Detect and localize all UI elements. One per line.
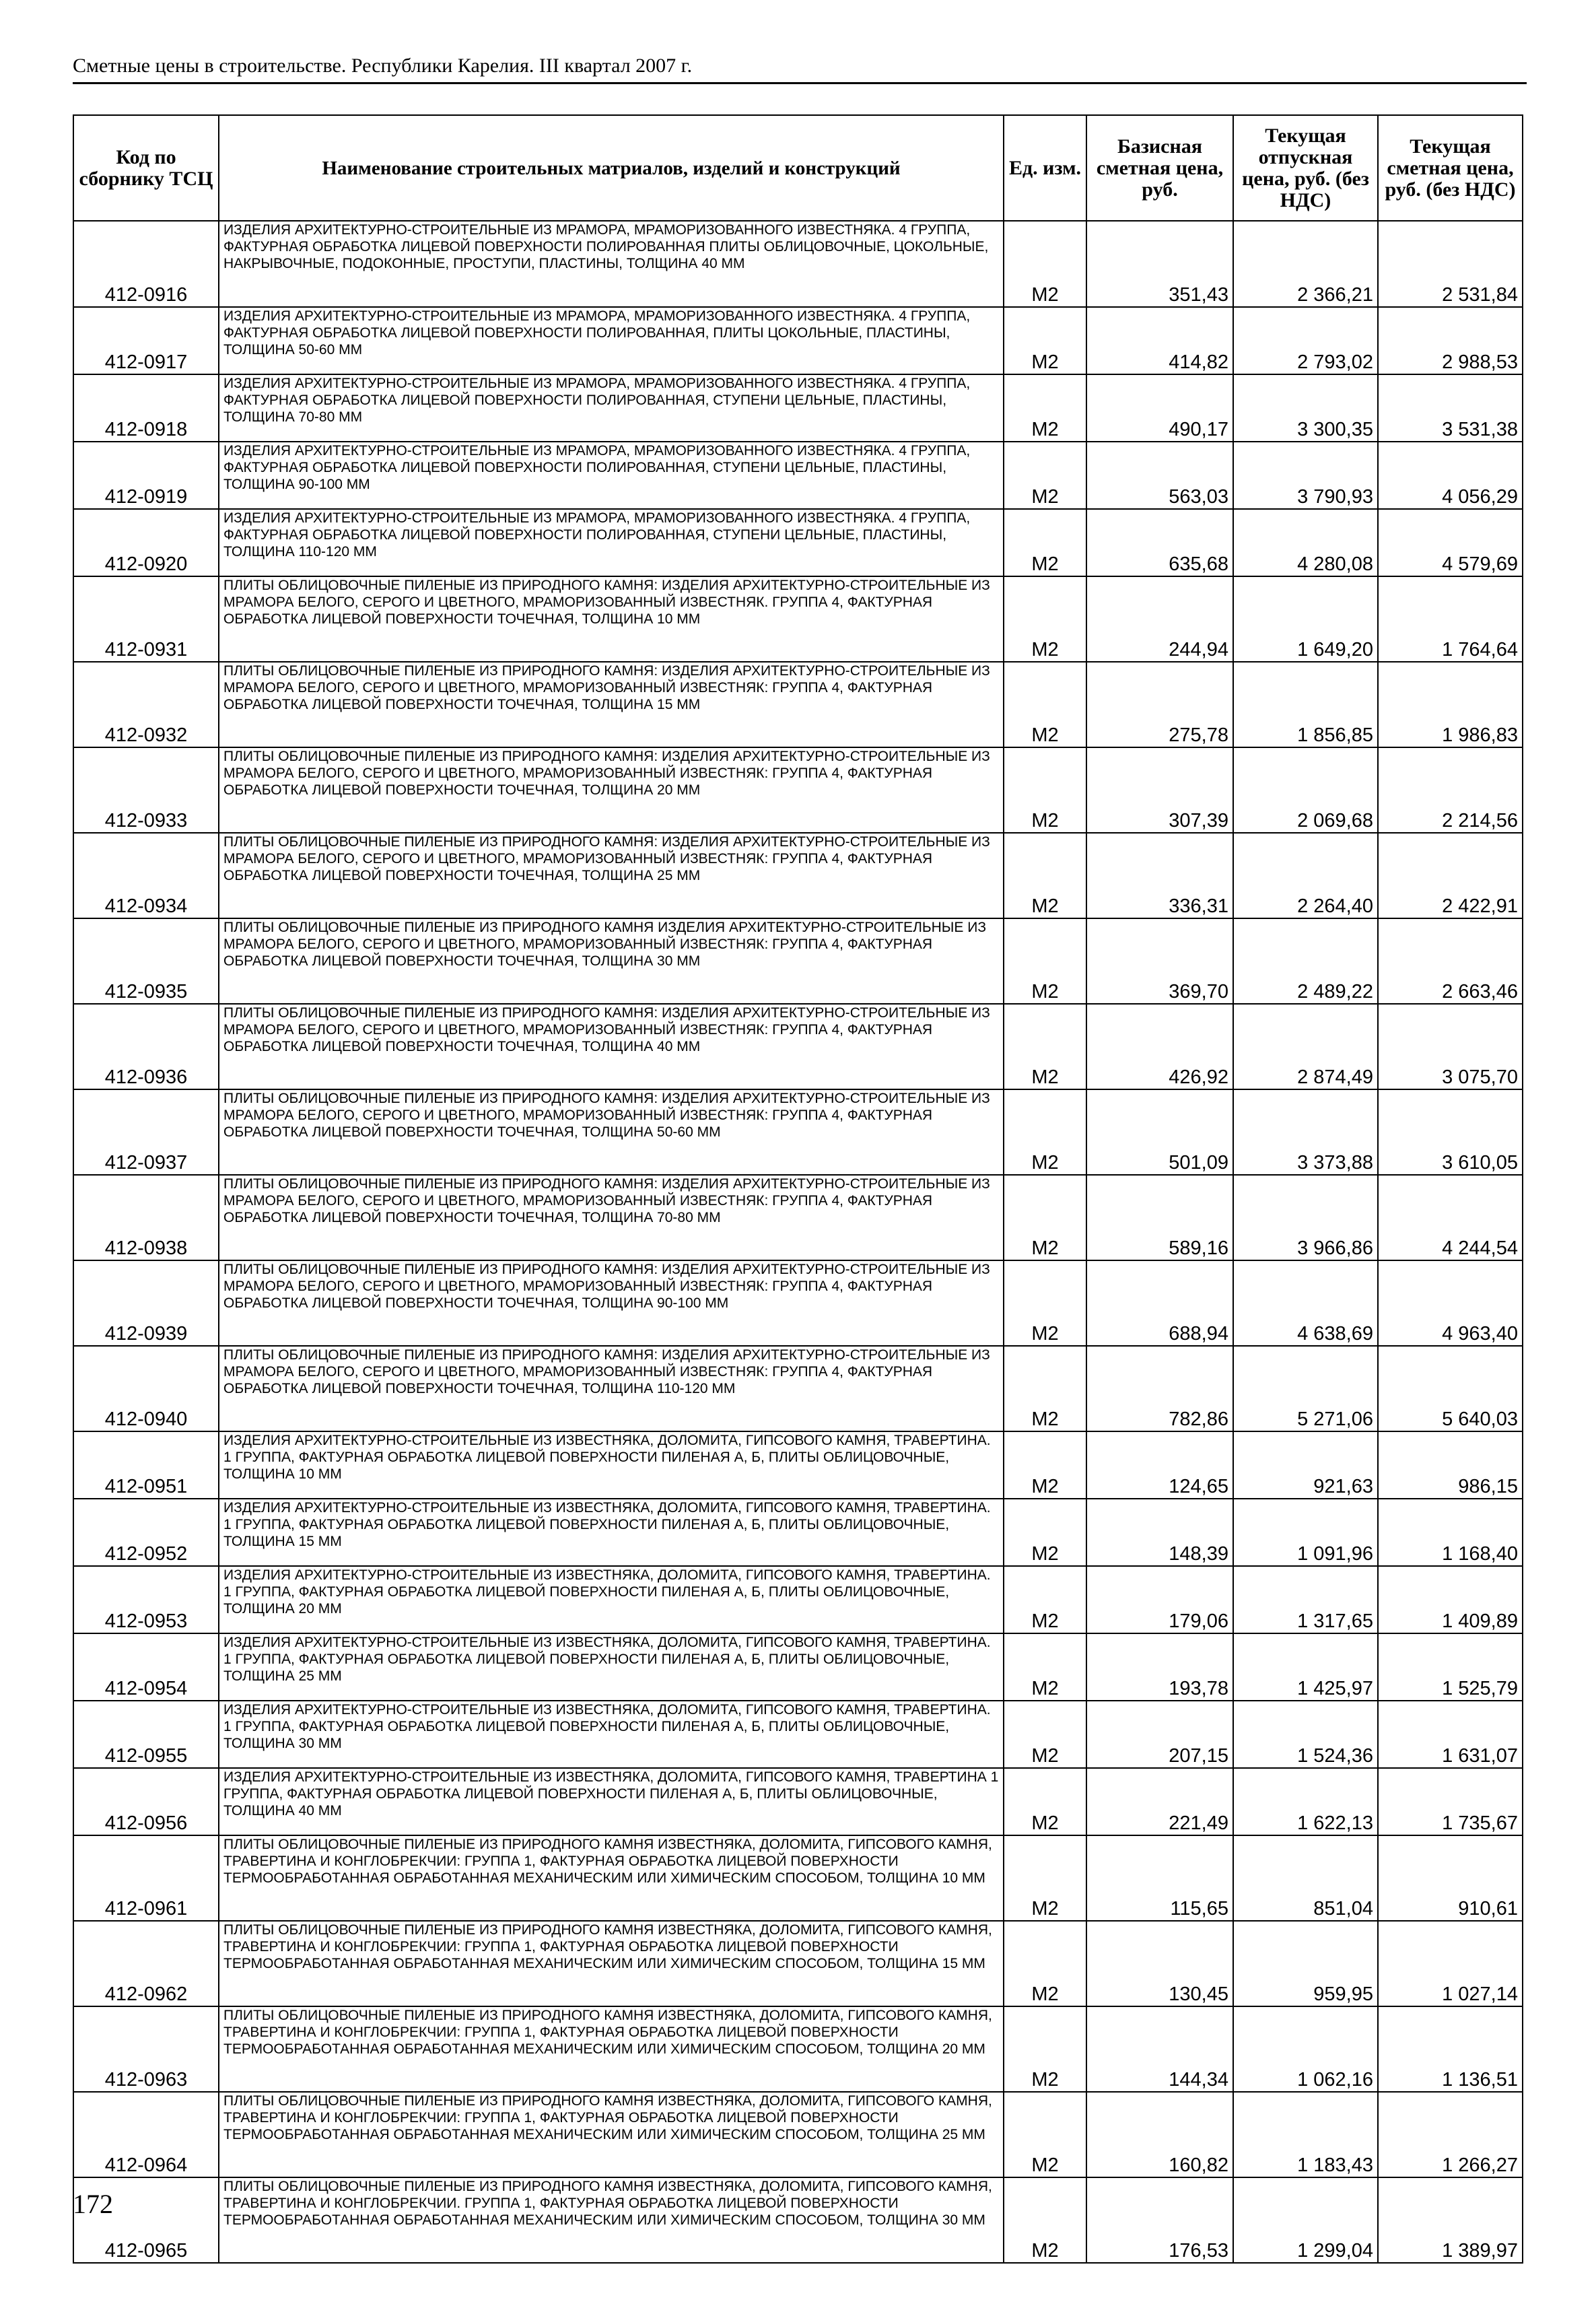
cell-current-release-price: 2 069,68 (1233, 747, 1378, 833)
cell-name: ПЛИТЫ ОБЛИЦОВОЧНЫЕ ПИЛЕНЫЕ ИЗ ПРИРОДНОГО КАМНЯ ИЗВЕСТНЯКА, ДОЛОМИТА, ГИПСОВОГО КАМНЯ, ТРАВЕРТИНА И КОНГЛОБРЕКЧИИ: ГРУППА 1, ФАКТУРНАЯ ОБРАБОТКА ЛИЦЕВОЙ ПОВЕРХНОСТИ ТЕРМООБРАБОТАННАЯ ОБРАБОТАННАЯ МЕХАНИЧЕСКИМ ИЛИ ХИМИЧЕСКИМ СПОСОБОМ, ТОЛЩИНА 25 ММ (219, 2092, 1004, 2177)
cell-name: ИЗДЕЛИЯ АРХИТЕКТУРНО-СТРОИТЕЛЬНЫЕ ИЗ ИЗВЕСТНЯКА, ДОЛОМИТА, ГИПСОВОГО КАМНЯ, ТРАВЕРТИНА. 1 ГРУППА, ФАКТУРНАЯ ОБРАБОТКА ЛИЦЕВОЙ ПОВЕРХНОСТИ ПИЛЕНАЯ А, Б, ПЛИТЫ ОБЛИЦОВОЧНЫЕ, ТОЛЩИНА 10 ММ (219, 1431, 1004, 1499)
table-row (73, 442, 1523, 509)
cell-current-estimate-price: 2 214,56 (1378, 747, 1523, 833)
cell-code: 412-0931 (73, 576, 219, 662)
cell-code: 412-0938 (73, 1175, 219, 1260)
cell-name: ПЛИТЫ ОБЛИЦОВОЧНЫЕ ПИЛЕНЫЕ ИЗ ПРИРОДНОГО КАМНЯ ИЗВЕСТНЯКА, ДОЛОМИТА, ГИПСОВОГО КАМНЯ, ТРАВЕРТИНА И КОНГЛОБРЕКЧИИ: ГРУППА 1, ФАКТУРНАЯ ОБРАБОТКА ЛИЦЕВОЙ ПОВЕРХНОСТИ ТЕРМООБРАБОТАННАЯ ОБРАБОТАННАЯ МЕХАНИЧЕСКИМ ИЛИ ХИМИЧЕСКИМ СПОСОБОМ, ТОЛЩИНА 15 ММ (219, 1921, 1004, 2006)
table-row (73, 1004, 1523, 1089)
cell-base-price: 307,39 (1086, 747, 1233, 833)
cell-current-estimate-price: 3 531,38 (1378, 374, 1523, 442)
cell-base-price: 563,03 (1086, 442, 1233, 509)
cell-code: 412-0916 (73, 221, 219, 307)
cell-current-release-price: 1 856,85 (1233, 662, 1378, 747)
table-row (73, 2177, 1523, 2263)
cell-current-release-price: 2 793,02 (1233, 307, 1378, 374)
cell-name: ПЛИТЫ ОБЛИЦОВОЧНЫЕ ПИЛЕНЫЕ ИЗ ПРИРОДНОГО КАМНЯ: ИЗДЕЛИЯ АРХИТЕКТУРНО-СТРОИТЕЛЬНЫЕ ИЗ МРАМОРА БЕЛОГО, СЕРОГО И ЦВЕТНОГО, МРАМОРИЗОВАННЫЙ ИЗВЕСТНЯК: ГРУППА 4, ФАКТУРНАЯ ОБРАБОТКА ЛИЦЕВОЙ ПОВЕРХНОСТИ ТОЧЕЧНАЯ, ТОЛЩИНА 110-120 ММ (219, 1346, 1004, 1431)
cell-unit: М2 (1004, 374, 1086, 442)
cell-code: 412-0935 (73, 918, 219, 1004)
cell-current-release-price: 1 062,16 (1233, 2006, 1378, 2092)
table-row (73, 2006, 1523, 2092)
cell-name: ИЗДЕЛИЯ АРХИТЕКТУРНО-СТРОИТЕЛЬНЫЕ ИЗ МРАМОРА, МРАМОРИЗОВАННОГО ИЗВЕСТНЯКА. 4 ГРУППА, ФАКТУРНАЯ ОБРАБОТКА ЛИЦЕВОЙ ПОВЕРХНОСТИ ПОЛИРОВАННАЯ ПЛИТЫ ОБЛИЦОВОЧНЫЕ, ЦОКОЛЬНЫЕ, НАКРЫВОЧНЫЕ, ПОДОКОННЫЕ, ПРОСТУПИ, ПЛАСТИНЫ, ТОЛЩИНА 40 ММ (219, 221, 1004, 307)
table-row (73, 1633, 1523, 1701)
cell-current-estimate-price: 1 525,79 (1378, 1633, 1523, 1701)
table-row (73, 374, 1523, 442)
cell-name: ПЛИТЫ ОБЛИЦОВОЧНЫЕ ПИЛЕНЫЕ ИЗ ПРИРОДНОГО КАМНЯ: ИЗДЕЛИЯ АРХИТЕКТУРНО-СТРОИТЕЛЬНЫЕ ИЗ МРАМОРА БЕЛОГО, СЕРОГО И ЦВЕТНОГО, МРАМОРИЗОВАННЫЙ ИЗВЕСТНЯК: ГРУППА 4, ФАКТУРНАЯ ОБРАБОТКА ЛИЦЕВОЙ ПОВЕРХНОСТИ ТОЧЕЧНАЯ, ТОЛЩИНА 25 ММ (219, 833, 1004, 918)
cell-name: ИЗДЕЛИЯ АРХИТЕКТУРНО-СТРОИТЕЛЬНЫЕ ИЗ МРАМОРА, МРАМОРИЗОВАННОГО ИЗВЕСТНЯКА. 4 ГРУППА, ФАКТУРНАЯ ОБРАБОТКА ЛИЦЕВОЙ ПОВЕРХНОСТИ ПОЛИРОВАННАЯ, ПЛИТЫ ЦОКОЛЬНЫЕ, ПЛАСТИНЫ, ТОЛЩИНА 50-60 ММ (219, 307, 1004, 374)
cell-name: ИЗДЕЛИЯ АРХИТЕКТУРНО-СТРОИТЕЛЬНЫЕ ИЗ МРАМОРА, МРАМОРИЗОВАННОГО ИЗВЕСТНЯКА. 4 ГРУППА, ФАКТУРНАЯ ОБРАБОТКА ЛИЦЕВОЙ ПОВЕРХНОСТИ ПОЛИРОВАННАЯ, СТУПЕНИ ЦЕЛЬНЫЕ, ПЛАСТИНЫ, ТОЛЩИНА 90-100 ММ (219, 442, 1004, 509)
cell-base-price: 490,17 (1086, 374, 1233, 442)
cell-current-estimate-price: 1 631,07 (1378, 1701, 1523, 1768)
cell-current-release-price: 959,95 (1233, 1921, 1378, 2006)
cell-unit: М2 (1004, 221, 1086, 307)
cell-current-release-price: 4 280,08 (1233, 509, 1378, 576)
cell-name: ПЛИТЫ ОБЛИЦОВОЧНЫЕ ПИЛЕНЫЕ ИЗ ПРИРОДНОГО КАМНЯ: ИЗДЕЛИЯ АРХИТЕКТУРНО-СТРОИТЕЛЬНЫЕ ИЗ МРАМОРА БЕЛОГО, СЕРОГО И ЦВЕТНОГО, МРАМОРИЗОВАННЫЙ ИЗВЕСТНЯК: ГРУППА 4, ФАКТУРНАЯ ОБРАБОТКА ЛИЦЕВОЙ ПОВЕРХНОСТИ ТОЧЕЧНАЯ, ТОЛЩИНА 20 ММ (219, 747, 1004, 833)
column-header-current-estimate-price: Текущая сметная цена, руб. (без НДС) (1378, 115, 1523, 221)
cell-current-estimate-price: 1 764,64 (1378, 576, 1523, 662)
cell-current-estimate-price: 910,61 (1378, 1835, 1523, 1921)
cell-name: ПЛИТЫ ОБЛИЦОВОЧНЫЕ ПИЛЕНЫЕ ИЗ ПРИРОДНОГО КАМНЯ: ИЗДЕЛИЯ АРХИТЕКТУРНО-СТРОИТЕЛЬНЫЕ ИЗ МРАМОРА БЕЛОГО, СЕРОГО И ЦВЕТНОГО, МРАМОРИЗОВАННЫЙ ИЗВЕСТНЯК. ГРУППА 4, ФАКТУРНАЯ ОБРАБОТКА ЛИЦЕВОЙ ПОВЕРХНОСТИ ТОЧЕЧНАЯ, ТОЛЩИНА 10 ММ (219, 576, 1004, 662)
cell-unit: М2 (1004, 509, 1086, 576)
table-row (73, 1175, 1523, 1260)
cell-current-release-price: 1 649,20 (1233, 576, 1378, 662)
cell-base-price: 369,70 (1086, 918, 1233, 1004)
table-row (73, 833, 1523, 918)
cell-unit: М2 (1004, 1089, 1086, 1175)
cell-code: 412-0954 (73, 1633, 219, 1701)
cell-name: ИЗДЕЛИЯ АРХИТЕКТУРНО-СТРОИТЕЛЬНЫЕ ИЗ МРАМОРА, МРАМОРИЗОВАННОГО ИЗВЕСТНЯКА. 4 ГРУППА, ФАКТУРНАЯ ОБРАБОТКА ЛИЦЕВОЙ ПОВЕРХНОСТИ ПОЛИРОВАННАЯ, СТУПЕНИ ЦЕЛЬНЫЕ, ПЛАСТИНЫ, ТОЛЩИНА 70-80 ММ (219, 374, 1004, 442)
cell-current-release-price: 2 264,40 (1233, 833, 1378, 918)
cell-base-price: 193,78 (1086, 1633, 1233, 1701)
cell-base-price: 221,49 (1086, 1768, 1233, 1835)
cell-base-price: 144,34 (1086, 2006, 1233, 2092)
cell-code: 412-0933 (73, 747, 219, 833)
cell-current-estimate-price: 2 663,46 (1378, 918, 1523, 1004)
cell-code: 412-0937 (73, 1089, 219, 1175)
cell-code: 412-0951 (73, 1431, 219, 1499)
cell-unit: М2 (1004, 1835, 1086, 1921)
cell-code: 412-0965 (73, 2177, 219, 2263)
table-row (73, 1346, 1523, 1431)
cell-unit: М2 (1004, 1431, 1086, 1499)
cell-unit: М2 (1004, 576, 1086, 662)
cell-base-price: 124,65 (1086, 1431, 1233, 1499)
cell-current-estimate-price: 986,15 (1378, 1431, 1523, 1499)
cell-current-estimate-price: 3 075,70 (1378, 1004, 1523, 1089)
cell-unit: М2 (1004, 1701, 1086, 1768)
cell-current-release-price: 1 425,97 (1233, 1633, 1378, 1701)
cell-base-price: 179,06 (1086, 1566, 1233, 1633)
cell-name: ИЗДЕЛИЯ АРХИТЕКТУРНО-СТРОИТЕЛЬНЫЕ ИЗ ИЗВЕСТНЯКА, ДОЛОМИТА, ГИПСОВОГО КАМНЯ, ТРАВЕРТИНА. 1 ГРУППА, ФАКТУРНАЯ ОБРАБОТКА ЛИЦЕВОЙ ПОВЕРХНОСТИ ПИЛЕНАЯ А, Б, ПЛИТЫ ОБЛИЦОВОЧНЫЕ, ТОЛЩИНА 30 ММ (219, 1701, 1004, 1768)
cell-current-release-price: 1 524,36 (1233, 1701, 1378, 1768)
cell-current-release-price: 851,04 (1233, 1835, 1378, 1921)
cell-name: ПЛИТЫ ОБЛИЦОВОЧНЫЕ ПИЛЕНЫЕ ИЗ ПРИРОДНОГО КАМНЯ: ИЗДЕЛИЯ АРХИТЕКТУРНО-СТРОИТЕЛЬНЫЕ ИЗ МРАМОРА БЕЛОГО, СЕРОГО И ЦВЕТНОГО, МРАМОРИЗОВАННЫЙ ИЗВЕСТНЯК: ГРУППА 4, ФАКТУРНАЯ ОБРАБОТКА ЛИЦЕВОЙ ПОВЕРХНОСТИ ТОЧЕЧНАЯ, ТОЛЩИНА 40 ММ (219, 1004, 1004, 1089)
cell-code: 412-0953 (73, 1566, 219, 1633)
cell-code: 412-0917 (73, 307, 219, 374)
table-row (73, 221, 1523, 307)
cell-current-estimate-price: 1 409,89 (1378, 1566, 1523, 1633)
cell-base-price: 207,15 (1086, 1701, 1233, 1768)
cell-current-estimate-price: 4 244,54 (1378, 1175, 1523, 1260)
cell-current-release-price: 3 790,93 (1233, 442, 1378, 509)
cell-name: ПЛИТЫ ОБЛИЦОВОЧНЫЕ ПИЛЕНЫЕ ИЗ ПРИРОДНОГО КАМНЯ: ИЗДЕЛИЯ АРХИТЕКТУРНО-СТРОИТЕЛЬНЫЕ ИЗ МРАМОРА БЕЛОГО, СЕРОГО И ЦВЕТНОГО, МРАМОРИЗОВАННЫЙ ИЗВЕСТНЯК: ГРУППА 4, ФАКТУРНАЯ ОБРАБОТКА ЛИЦЕВОЙ ПОВЕРХНОСТИ ТОЧЕЧНАЯ, ТОЛЩИНА 50-60 ММ (219, 1089, 1004, 1175)
cell-code: 412-0964 (73, 2092, 219, 2177)
cell-current-estimate-price: 4 963,40 (1378, 1260, 1523, 1346)
cell-current-release-price: 3 373,88 (1233, 1089, 1378, 1175)
table-row (73, 1431, 1523, 1499)
cell-current-release-price: 921,63 (1233, 1431, 1378, 1499)
table-body (73, 221, 1523, 2263)
cell-base-price: 244,94 (1086, 576, 1233, 662)
cell-unit: М2 (1004, 442, 1086, 509)
cell-base-price: 426,92 (1086, 1004, 1233, 1089)
cell-unit: М2 (1004, 2092, 1086, 2177)
cell-unit: М2 (1004, 1499, 1086, 1566)
cell-current-estimate-price: 4 579,69 (1378, 509, 1523, 576)
cell-base-price: 115,65 (1086, 1835, 1233, 1921)
cell-unit: М2 (1004, 918, 1086, 1004)
cell-current-estimate-price: 1 735,67 (1378, 1768, 1523, 1835)
cell-unit: М2 (1004, 662, 1086, 747)
page-header: Сметные цены в строительстве. Республики Карелия. III квартал 2007 г. (73, 53, 1527, 84)
table-row (73, 2092, 1523, 2177)
cell-name: ПЛИТЫ ОБЛИЦОВОЧНЫЕ ПИЛЕНЫЕ ИЗ ПРИРОДНОГО КАМНЯ ИЗДЕЛИЯ АРХИТЕКТУРНО-СТРОИТЕЛЬНЫЕ ИЗ МРАМОРА БЕЛОГО, СЕРОГО И ЦВЕТНОГО, МРАМОРИЗОВАННЫЙ ИЗВЕСТНЯК: ГРУППА 4, ФАКТУРНАЯ ОБРАБОТКА ЛИЦЕВОЙ ПОВЕРХНОСТИ ТОЧЕЧНАЯ, ТОЛЩИНА 30 ММ (219, 918, 1004, 1004)
cell-unit: М2 (1004, 2006, 1086, 2092)
cell-unit: М2 (1004, 1768, 1086, 1835)
cell-current-release-price: 2 874,49 (1233, 1004, 1378, 1089)
cell-current-release-price: 1 317,65 (1233, 1566, 1378, 1633)
table-row (73, 918, 1523, 1004)
table-row (73, 576, 1523, 662)
table-row (73, 1921, 1523, 2006)
cell-unit: М2 (1004, 1004, 1086, 1089)
cell-current-release-price: 1 622,13 (1233, 1768, 1378, 1835)
cell-current-estimate-price: 1 266,27 (1378, 2092, 1523, 2177)
cell-code: 412-0919 (73, 442, 219, 509)
column-header-name: Наименование строительных матриалов, изделий и конструкций (219, 115, 1004, 221)
cell-base-price: 688,94 (1086, 1260, 1233, 1346)
cell-current-estimate-price: 1 027,14 (1378, 1921, 1523, 2006)
cell-code: 412-0961 (73, 1835, 219, 1921)
cell-current-release-price: 5 271,06 (1233, 1346, 1378, 1431)
price-table (73, 114, 1523, 2264)
cell-base-price: 148,39 (1086, 1499, 1233, 1566)
table-row (73, 1566, 1523, 1633)
cell-name: ПЛИТЫ ОБЛИЦОВОЧНЫЕ ПИЛЕНЫЕ ИЗ ПРИРОДНОГО КАМНЯ ИЗВЕСТНЯКА, ДОЛОМИТА, ГИПСОВОГО КАМНЯ, ТРАВЕРТИНА И КОНГЛОБРЕКЧИИ: ГРУППА 1, ФАКТУРНАЯ ОБРАБОТКА ЛИЦЕВОЙ ПОВЕРХНОСТИ ТЕРМООБРАБОТАННАЯ ОБРАБОТАННАЯ МЕХАНИЧЕСКИМ ИЛИ ХИМИЧЕСКИМ СПОСОБОМ, ТОЛЩИНА 20 ММ (219, 2006, 1004, 2092)
cell-code: 412-0952 (73, 1499, 219, 1566)
cell-current-release-price: 1 299,04 (1233, 2177, 1378, 2263)
cell-code: 412-0962 (73, 1921, 219, 2006)
table-row (73, 1701, 1523, 1768)
cell-current-estimate-price: 1 389,97 (1378, 2177, 1523, 2263)
cell-current-release-price: 4 638,69 (1233, 1260, 1378, 1346)
cell-current-estimate-price: 5 640,03 (1378, 1346, 1523, 1431)
cell-current-release-price: 1 091,96 (1233, 1499, 1378, 1566)
table-row (73, 662, 1523, 747)
cell-name: ПЛИТЫ ОБЛИЦОВОЧНЫЕ ПИЛЕНЫЕ ИЗ ПРИРОДНОГО КАМНЯ ИЗВЕСТНЯКА, ДОЛОМИТА, ГИПСОВОГО КАМНЯ, ТРАВЕРТИНА И КОНГЛОБРЕКЧИИ: ГРУППА 1, ФАКТУРНАЯ ОБРАБОТКА ЛИЦЕВОЙ ПОВЕРХНОСТИ ТЕРМООБРАБОТАННАЯ ОБРАБОТАННАЯ МЕХАНИЧЕСКИМ ИЛИ ХИМИЧЕСКИМ СПОСОБОМ, ТОЛЩИНА 10 ММ (219, 1835, 1004, 1921)
cell-code: 412-0963 (73, 2006, 219, 2092)
cell-base-price: 336,31 (1086, 833, 1233, 918)
cell-current-estimate-price: 2 422,91 (1378, 833, 1523, 918)
column-header-current-release-price: Текущая отпускная цена, руб. (без НДС) (1233, 115, 1378, 221)
cell-current-estimate-price: 4 056,29 (1378, 442, 1523, 509)
cell-base-price: 160,82 (1086, 2092, 1233, 2177)
cell-current-release-price: 3 966,86 (1233, 1175, 1378, 1260)
cell-current-release-price: 2 489,22 (1233, 918, 1378, 1004)
cell-current-release-price: 3 300,35 (1233, 374, 1378, 442)
cell-name: ПЛИТЫ ОБЛИЦОВОЧНЫЕ ПИЛЕНЫЕ ИЗ ПРИРОДНОГО КАМНЯ: ИЗДЕЛИЯ АРХИТЕКТУРНО-СТРОИТЕЛЬНЫЕ ИЗ МРАМОРА БЕЛОГО, СЕРОГО И ЦВЕТНОГО, МРАМОРИЗОВАННЫЙ ИЗВЕСТНЯК: ГРУППА 4, ФАКТУРНАЯ ОБРАБОТКА ЛИЦЕВОЙ ПОВЕРХНОСТИ ТОЧЕЧНАЯ, ТОЛЩИНА 70-80 ММ (219, 1175, 1004, 1260)
cell-name: ИЗДЕЛИЯ АРХИТЕКТУРНО-СТРОИТЕЛЬНЫЕ ИЗ ИЗВЕСТНЯКА, ДОЛОМИТА, ГИПСОВОГО КАМНЯ, ТРАВЕРТИНА. 1 ГРУППА, ФАКТУРНАЯ ОБРАБОТКА ЛИЦЕВОЙ ПОВЕРХНОСТИ ПИЛЕНАЯ А, Б, ПЛИТЫ ОБЛИЦОВОЧНЫЕ, ТОЛЩИНА 25 ММ (219, 1633, 1004, 1701)
cell-unit: М2 (1004, 1921, 1086, 2006)
table-row (73, 307, 1523, 374)
cell-unit: М2 (1004, 747, 1086, 833)
cell-unit: М2 (1004, 1566, 1086, 1633)
column-header-code: Код по сборнику ТСЦ (73, 115, 219, 221)
cell-name: ИЗДЕЛИЯ АРХИТЕКТУРНО-СТРОИТЕЛЬНЫЕ ИЗ МРАМОРА, МРАМОРИЗОВАННОГО ИЗВЕСТНЯКА. 4 ГРУППА, ФАКТУРНАЯ ОБРАБОТКА ЛИЦЕВОЙ ПОВЕРХНОСТИ ПОЛИРОВАННАЯ, СТУПЕНИ ЦЕЛЬНЫЕ, ПЛАСТИНЫ, ТОЛЩИНА 110-120 ММ (219, 509, 1004, 576)
cell-base-price: 782,86 (1086, 1346, 1233, 1431)
cell-base-price: 351,43 (1086, 221, 1233, 307)
cell-current-release-price: 2 366,21 (1233, 221, 1378, 307)
cell-base-price: 589,16 (1086, 1175, 1233, 1260)
cell-code: 412-0920 (73, 509, 219, 576)
column-header-base-price: Базисная сметная цена, руб. (1086, 115, 1233, 221)
cell-code: 412-0934 (73, 833, 219, 918)
cell-current-estimate-price: 1 986,83 (1378, 662, 1523, 747)
cell-current-estimate-price: 1 136,51 (1378, 2006, 1523, 2092)
cell-base-price: 635,68 (1086, 509, 1233, 576)
cell-base-price: 414,82 (1086, 307, 1233, 374)
cell-unit: М2 (1004, 307, 1086, 374)
cell-name: ИЗДЕЛИЯ АРХИТЕКТУРНО-СТРОИТЕЛЬНЫЕ ИЗ ИЗВЕСТНЯКА, ДОЛОМИТА, ГИПСОВОГО КАМНЯ, ТРАВЕРТИНА. 1 ГРУППА, ФАКТУРНАЯ ОБРАБОТКА ЛИЦЕВОЙ ПОВЕРХНОСТИ ПИЛЕНАЯ А, Б, ПЛИТЫ ОБЛИЦОВОЧНЫЕ, ТОЛЩИНА 20 ММ (219, 1566, 1004, 1633)
cell-unit: М2 (1004, 1260, 1086, 1346)
cell-name: ПЛИТЫ ОБЛИЦОВОЧНЫЕ ПИЛЕНЫЕ ИЗ ПРИРОДНОГО КАМНЯ: ИЗДЕЛИЯ АРХИТЕКТУРНО-СТРОИТЕЛЬНЫЕ ИЗ МРАМОРА БЕЛОГО, СЕРОГО И ЦВЕТНОГО, МРАМОРИЗОВАННЫЙ ИЗВЕСТНЯК: ГРУППА 4, ФАКТУРНАЯ ОБРАБОТКА ЛИЦЕВОЙ ПОВЕРХНОСТИ ТОЧЕЧНАЯ, ТОЛЩИНА 90-100 ММ (219, 1260, 1004, 1346)
table-row (73, 1089, 1523, 1175)
cell-base-price: 275,78 (1086, 662, 1233, 747)
cell-name: ИЗДЕЛИЯ АРХИТЕКТУРНО-СТРОИТЕЛЬНЫЕ ИЗ ИЗВЕСТНЯКА, ДОЛОМИТА, ГИПСОВОГО КАМНЯ, ТРАВЕРТИНА 1 ГРУППА, ФАКТУРНАЯ ОБРАБОТКА ЛИЦЕВОЙ ПОВЕРХНОСТИ ПИЛЕНАЯ А, Б, ПЛИТЫ ОБЛИЦОВОЧНЫЕ, ТОЛЩИНА 40 ММ (219, 1768, 1004, 1835)
cell-unit: М2 (1004, 833, 1086, 918)
cell-code: 412-0918 (73, 374, 219, 442)
cell-code: 412-0956 (73, 1768, 219, 1835)
cell-current-estimate-price: 3 610,05 (1378, 1089, 1523, 1175)
cell-current-estimate-price: 1 168,40 (1378, 1499, 1523, 1566)
cell-base-price: 176,53 (1086, 2177, 1233, 2263)
cell-base-price: 130,45 (1086, 1921, 1233, 2006)
table-row (73, 509, 1523, 576)
cell-current-estimate-price: 2 988,53 (1378, 307, 1523, 374)
cell-unit: М2 (1004, 1346, 1086, 1431)
table-row (73, 1835, 1523, 1921)
cell-code: 412-0940 (73, 1346, 219, 1431)
cell-code: 412-0939 (73, 1260, 219, 1346)
cell-unit: М2 (1004, 2177, 1086, 2263)
table-row (73, 1499, 1523, 1566)
column-header-unit: Ед. изм. (1004, 115, 1086, 221)
cell-code: 412-0955 (73, 1701, 219, 1768)
table-row (73, 1768, 1523, 1835)
cell-name: ПЛИТЫ ОБЛИЦОВОЧНЫЕ ПИЛЕНЫЕ ИЗ ПРИРОДНОГО КАМНЯ: ИЗДЕЛИЯ АРХИТЕКТУРНО-СТРОИТЕЛЬНЫЕ ИЗ МРАМОРА БЕЛОГО, СЕРОГО И ЦВЕТНОГО, МРАМОРИЗОВАННЫЙ ИЗВЕСТНЯК: ГРУППА 4, ФАКТУРНАЯ ОБРАБОТКА ЛИЦЕВОЙ ПОВЕРХНОСТИ ТОЧЕЧНАЯ, ТОЛЩИНА 15 ММ (219, 662, 1004, 747)
cell-base-price: 501,09 (1086, 1089, 1233, 1175)
cell-name: ПЛИТЫ ОБЛИЦОВОЧНЫЕ ПИЛЕНЫЕ ИЗ ПРИРОДНОГО КАМНЯ ИЗВЕСТНЯКА, ДОЛОМИТА, ГИПСОВОГО КАМНЯ, ТРАВЕРТИНА И КОНГЛОБРЕКЧИИ. ГРУППА 1, ФАКТУРНАЯ ОБРАБОТКА ЛИЦЕВОЙ ПОВЕРХНОСТИ ТЕРМООБРАБОТАННАЯ ОБРАБОТАННАЯ МЕХАНИЧЕСКИМ ИЛИ ХИМИЧЕСКИМ СПОСОБОМ, ТОЛЩИНА 30 ММ (219, 2177, 1004, 2263)
table-row (73, 1260, 1523, 1346)
cell-current-release-price: 1 183,43 (1233, 2092, 1378, 2177)
cell-unit: М2 (1004, 1633, 1086, 1701)
page-number: 172 (73, 2189, 113, 2219)
cell-name: ИЗДЕЛИЯ АРХИТЕКТУРНО-СТРОИТЕЛЬНЫЕ ИЗ ИЗВЕСТНЯКА, ДОЛОМИТА, ГИПСОВОГО КАМНЯ, ТРАВЕРТИНА. 1 ГРУППА, ФАКТУРНАЯ ОБРАБОТКА ЛИЦЕВОЙ ПОВЕРХНОСТИ ПИЛЕНАЯ А, Б, ПЛИТЫ ОБЛИЦОВОЧНЫЕ, ТОЛЩИНА 15 ММ (219, 1499, 1004, 1566)
table-row (73, 747, 1523, 833)
cell-unit: М2 (1004, 1175, 1086, 1260)
cell-code: 412-0936 (73, 1004, 219, 1089)
cell-code: 412-0932 (73, 662, 219, 747)
cell-current-estimate-price: 2 531,84 (1378, 221, 1523, 307)
table-header (73, 115, 1523, 221)
